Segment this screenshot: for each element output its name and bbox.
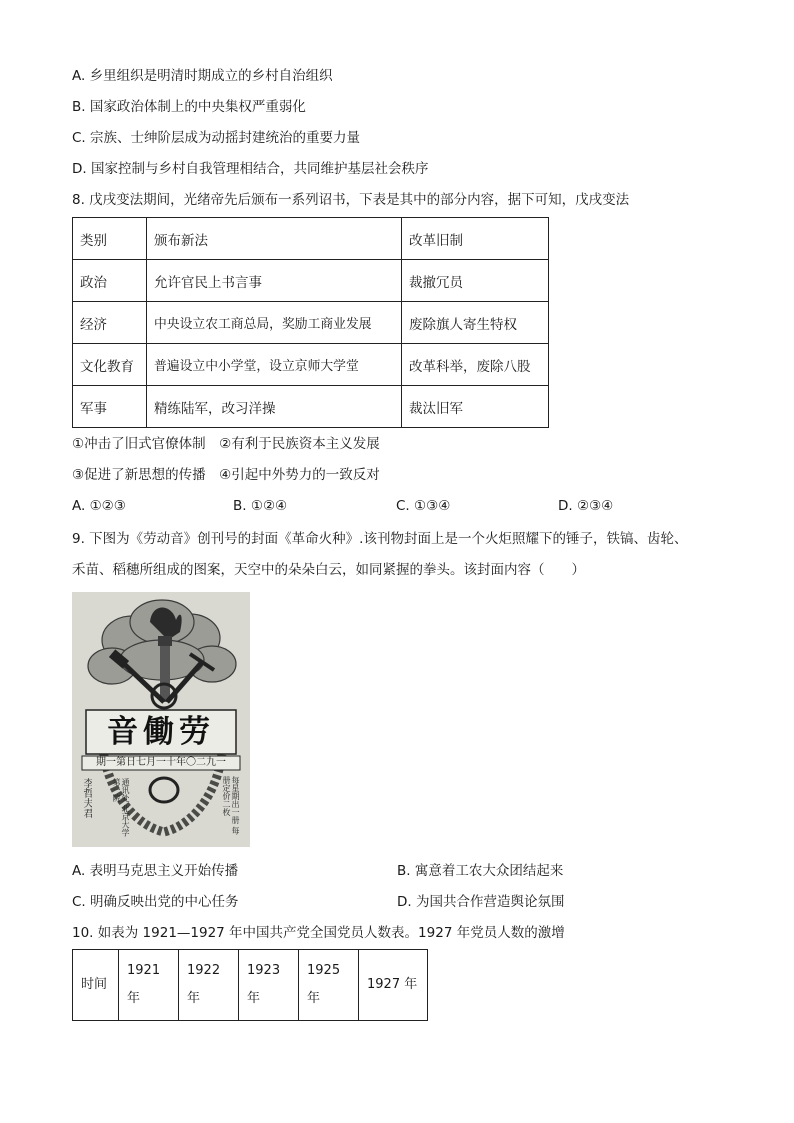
year-suffix: 年 bbox=[127, 991, 141, 1006]
table-cell: 裁汰旧军 bbox=[402, 386, 549, 428]
cover-date-line: 期一第日七月一十年〇二九一 bbox=[96, 757, 226, 768]
q8-choice-d: D. ②③④ bbox=[558, 498, 614, 514]
table-row bbox=[73, 260, 549, 302]
q9-choice-b: B. 寓意着工农大众团结起来 bbox=[397, 863, 564, 879]
table-cell: 中央设立农工商总局，奖励工商业发展 bbox=[147, 302, 402, 344]
table-cell bbox=[119, 950, 179, 1021]
table-cell: 军事 bbox=[73, 386, 147, 428]
q10-stem: 10. 如表为 1921—1927 年中国共产党全国党员人数表。1927 年党员人数的激增 bbox=[72, 925, 565, 941]
q7-option-b: B. 国家政治体制上的中央集权严重弱化 bbox=[72, 99, 306, 115]
year-value: 1922 bbox=[187, 963, 221, 978]
table-cell bbox=[299, 950, 359, 1021]
q8-table bbox=[72, 217, 549, 428]
year-value: 1921 bbox=[127, 963, 161, 978]
q8-statements-1: ①冲击了旧式官僚体制 ②有利于民族资本主义发展 bbox=[72, 436, 380, 452]
q9-stem-line1: 9. 下图为《劳动音》创刊号的封面《革命火种》.该刊物封面上是一个火炬照耀下的锤子，铁镐、齿轮、 bbox=[72, 531, 688, 547]
year-suffix: 年 bbox=[247, 991, 261, 1006]
table-cell: 废除旗人寄生特权 bbox=[402, 302, 549, 344]
table-cell: 允许官民上书言事 bbox=[147, 260, 402, 302]
cover-mid-text: 通讯处 北京大学第一院 bbox=[112, 778, 130, 837]
year-suffix: 年 bbox=[187, 991, 201, 1006]
q10-table bbox=[72, 949, 428, 1021]
q9-choice-a: A. 表明马克思主义开始传播 bbox=[72, 863, 239, 879]
table-header-cell: 颁布新法 bbox=[147, 218, 402, 260]
table-header-cell: 改革旧制 bbox=[402, 218, 549, 260]
q8-statements-2: ③促进了新思想的传播 ④引起中外势力的一致反对 bbox=[72, 467, 380, 483]
year-value: 1923 bbox=[247, 963, 281, 978]
table-cell: 精练陆军，改习洋操 bbox=[147, 386, 402, 428]
table-cell: 普遍设立中小学堂，设立京师大学堂 bbox=[147, 344, 402, 386]
q8-choice-c: C. ①③④ bbox=[396, 498, 451, 514]
q7-option-c: C. 宗族、士绅阶层成为动摇封建统治的重要力量 bbox=[72, 130, 361, 146]
table-cell: 政治 bbox=[73, 260, 147, 302]
q7-option-a: A. 乡里组织是明清时期成立的乡村自治组织 bbox=[72, 68, 333, 84]
q8-choice-a: A. ①②③ bbox=[72, 498, 126, 514]
table-cell bbox=[239, 950, 299, 1021]
q9-choice-c: C. 明确反映出党的中心任务 bbox=[72, 894, 239, 910]
q8-choice-b: B. ①②④ bbox=[233, 498, 288, 514]
table-cell: 改革科举，废除八股 bbox=[402, 344, 549, 386]
year-suffix: 年 bbox=[307, 991, 321, 1006]
table-row bbox=[73, 302, 549, 344]
table-cell bbox=[179, 950, 239, 1021]
table-row bbox=[73, 386, 549, 428]
table-row bbox=[73, 950, 428, 1021]
table-cell: 裁撤冗员 bbox=[402, 260, 549, 302]
cover-title: 音働劳 bbox=[107, 714, 215, 750]
q9-stem-line2: 禾苗、稻穗所组成的图案，天空中的朵朵白云，如同紧握的拳头。该封面内容（ ） bbox=[72, 562, 585, 578]
table-header-cell: 类别 bbox=[73, 218, 147, 260]
table-cell: 1927 年 bbox=[359, 950, 428, 1021]
table-cell: 文化教育 bbox=[73, 344, 147, 386]
q7-option-d: D. 国家控制与乡村自我管理相结合，共同维护基层社会秩序 bbox=[72, 161, 429, 177]
cover-right-text: 每星期出一册 每册定价二枚 bbox=[222, 776, 240, 835]
table-cell: 经济 bbox=[73, 302, 147, 344]
q9-choice-d: D. 为国共合作营造舆论氛围 bbox=[397, 894, 565, 910]
table-header-cell: 时间 bbox=[73, 950, 119, 1021]
q8-stem: 8. 戊戌变法期间，光绪帝先后颁布一系列诏书，下表是其中的部分内容，据下可知，戊戌变法 bbox=[72, 192, 630, 208]
cover-left-text: 李哲夫君 bbox=[81, 778, 92, 818]
table-row bbox=[73, 344, 549, 386]
magazine-cover-image bbox=[72, 592, 250, 847]
table-row bbox=[73, 218, 549, 260]
year-value: 1925 bbox=[307, 963, 341, 978]
